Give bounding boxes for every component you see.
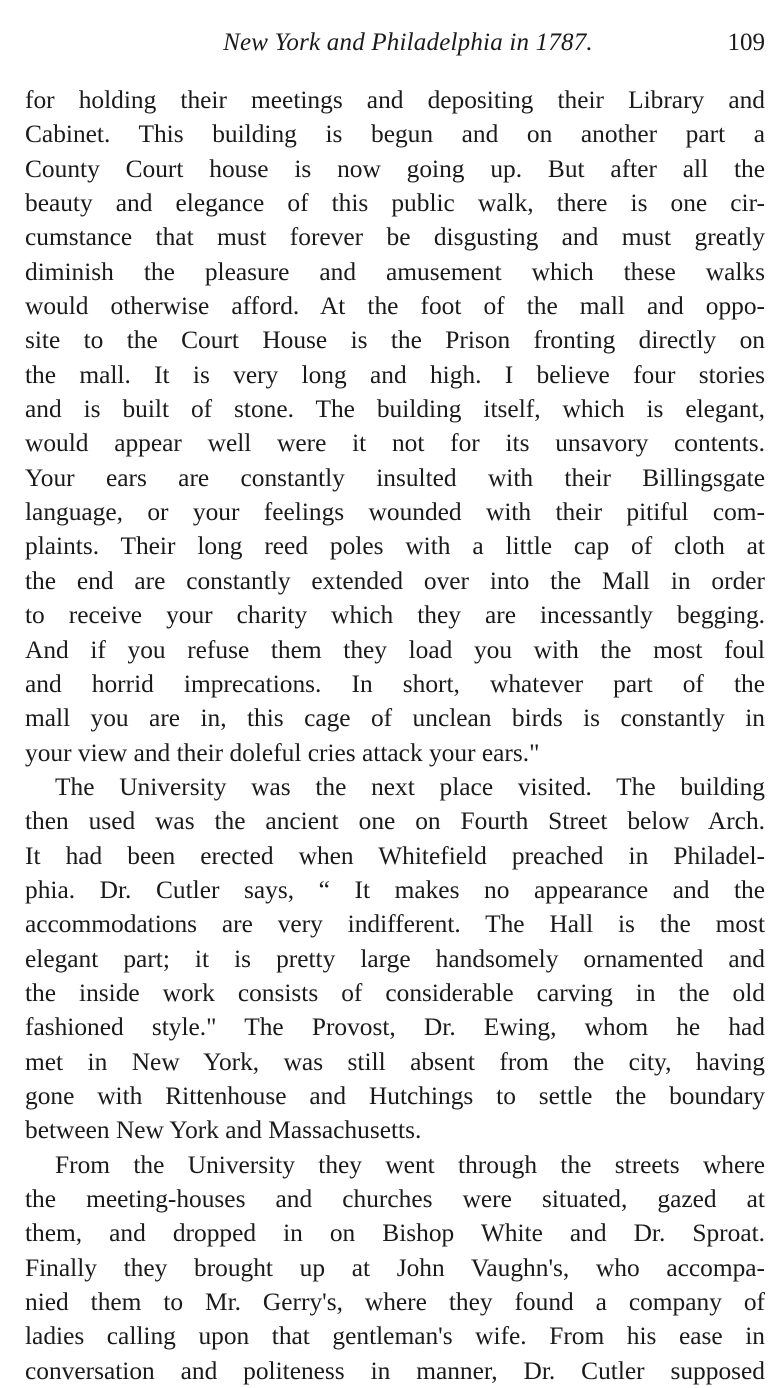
text-line: accommodations are very indifferent. The Hall is the most <box>25 910 765 939</box>
text-line: the meeting-houses and churches were situated, gazed at <box>25 1185 765 1213</box>
text-line: nied them to Mr. Gerry's, where they found a company of <box>25 1288 765 1317</box>
text-line: conversation and politeness in manner, Dr. Cutler supposed <box>25 1356 765 1385</box>
text-line: them, and dropped in on Bishop White and Dr. Sproat. <box>25 1219 765 1248</box>
text-line: and horrid imprecations. In short, whatever part of the <box>25 669 765 698</box>
text-line: County Court house is now going up. But after all the <box>25 154 765 183</box>
text-line: mall you are in, this cage of unclean birds is constantly in <box>25 704 765 733</box>
text-line: your view and their doleful cries attack your ears." <box>25 738 540 767</box>
text-line: language, or your feelings wounded with their pitiful com- <box>25 498 765 527</box>
text-line: Cabinet. This building is begun and on another part a <box>25 120 765 149</box>
text-line: and is built of stone. The building itself, which is elegant, <box>25 395 765 424</box>
text-line: diminish the pleasure and amusement which these walks <box>25 257 765 286</box>
text-line: the mall. It is very long and high. I believe four stories <box>25 360 765 389</box>
text-line: Finally they brought up at John Vaughn's, who accompa- <box>25 1253 765 1282</box>
body-text <box>25 83 765 1388</box>
text-line: ladies calling upon that gentleman's wife. From his ease in <box>25 1322 765 1351</box>
text-line: And if you refuse them they load you with the most foul <box>25 635 765 664</box>
text-line: met in New York, was still absent from the city, having <box>25 1047 765 1076</box>
text-line: beauty and elegance of this public walk, there is one cir- <box>25 189 765 218</box>
text-line: It had been erected when Whitefield preached in Philadel- <box>25 841 765 870</box>
text-line: would otherwise afford. At the foot of the mall and oppo- <box>25 292 765 321</box>
text-line: gone with Rittenhouse and Hutchings to settle the boundary <box>25 1081 765 1110</box>
text-line: cumstance that must forever be disgusting and must greatly <box>25 223 765 252</box>
text-line: the inside work consists of considerable carving in the old <box>25 978 765 1007</box>
text-line: elegant part; it is pretty large handsomely ornamented and <box>25 944 765 973</box>
text-line: phia. Dr. Cutler says, “ It makes no appearance and the <box>25 875 765 904</box>
running-title: New York and Philadelphia in 1787. <box>223 29 593 56</box>
text-line: plaints. Their long reed poles with a little cap of cloth at <box>25 532 765 561</box>
text-line: Your ears are constantly insulted with their Billingsgate <box>25 463 765 492</box>
text-line: From the University they went through the streets where <box>55 1150 765 1179</box>
text-line: to receive your charity which they are incessantly begging. <box>25 601 765 630</box>
text-line: then used was the ancient one on Fourth Street below Arch. <box>25 807 765 836</box>
text-line: for holding their meetings and depositing their Library and <box>25 86 765 114</box>
text-line: fashioned style." The Provost, Dr. Ewing, whom he had <box>25 1013 765 1042</box>
text-line: would appear well were it not for its unsavory contents. <box>25 429 765 458</box>
text-line: The University was the next place visited. The building <box>55 772 765 801</box>
page-header <box>25 26 765 60</box>
page-number: 109 <box>727 29 765 56</box>
text-line: between New York and Massachusetts. <box>25 1116 422 1145</box>
text-line: the end are constantly extended over into the Mall in order <box>25 566 765 595</box>
text-line: site to the Court House is the Prison fronting directly on <box>25 326 765 355</box>
